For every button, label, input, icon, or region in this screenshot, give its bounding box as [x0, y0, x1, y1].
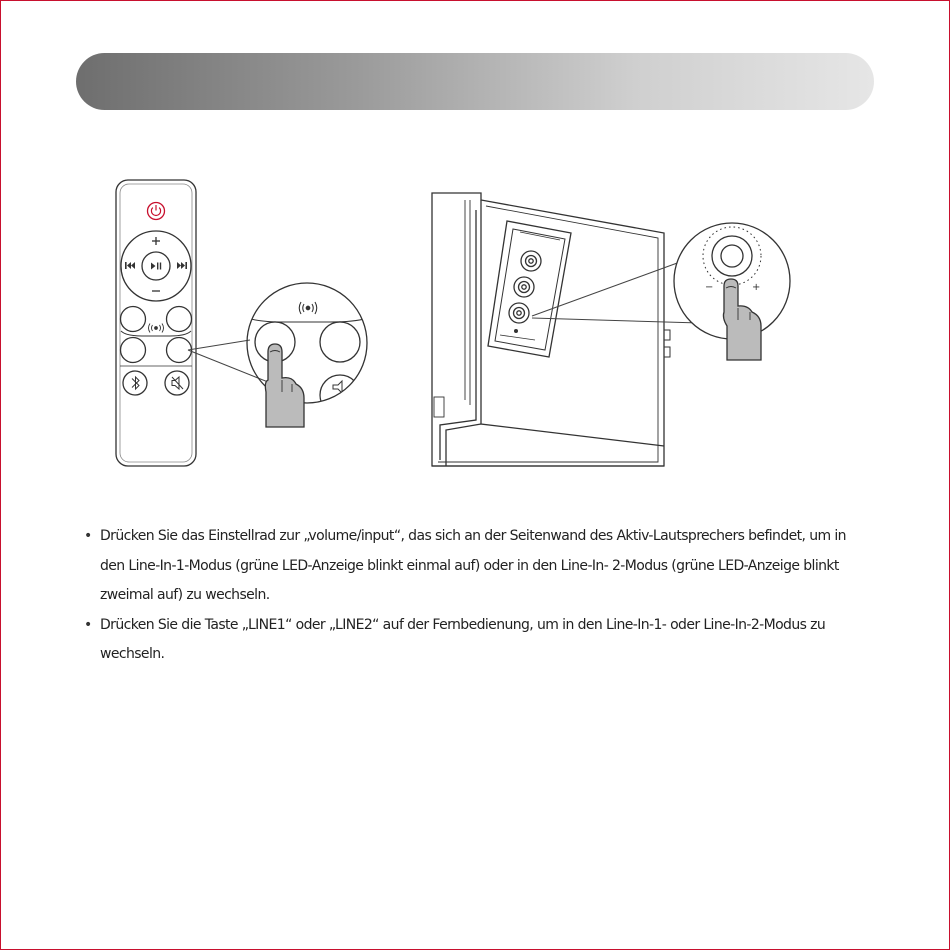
power-icon: [148, 203, 165, 220]
instruction-item: • Drücken Sie die Taste „LINE1“ oder „LINE2“ auf der Fernbedienung, um in den Line-In-1- oder Line-In-2-Modus zu wechseln.: [84, 611, 864, 670]
remote-zoom: [247, 283, 368, 415]
illustration: [0, 150, 950, 490]
rca-connectors: [509, 251, 541, 323]
wireless-icon: [149, 324, 164, 333]
bluetooth-icon: [132, 377, 139, 389]
previous-icon: [125, 262, 135, 269]
remote-control: [116, 180, 196, 466]
knob-plus-label: +: [752, 282, 761, 293]
plus-icon: [152, 237, 160, 245]
header-bar: [76, 53, 874, 110]
play-pause-icon: [151, 263, 161, 270]
finger-pointer: [265, 344, 304, 427]
mute-icon: [172, 377, 183, 389]
knob-minus-label: −: [705, 282, 714, 293]
instruction-list: [84, 522, 864, 670]
speaker: [432, 193, 670, 466]
instruction-item: • Drücken Sie das Einstellrad zur „volume/input“, das sich an der Seitenwand des Aktiv-Lautsprechers befindet, um in den Line-In-1-Modus (grüne LED-Anzeige blinkt einmal auf) oder in den Line-In- 2-Modus (grüne LED-Anzeige blinkt zweimal auf) zu wechseln.: [84, 522, 864, 611]
zoom-wireless-icon: [299, 302, 317, 314]
next-icon: [177, 262, 187, 269]
